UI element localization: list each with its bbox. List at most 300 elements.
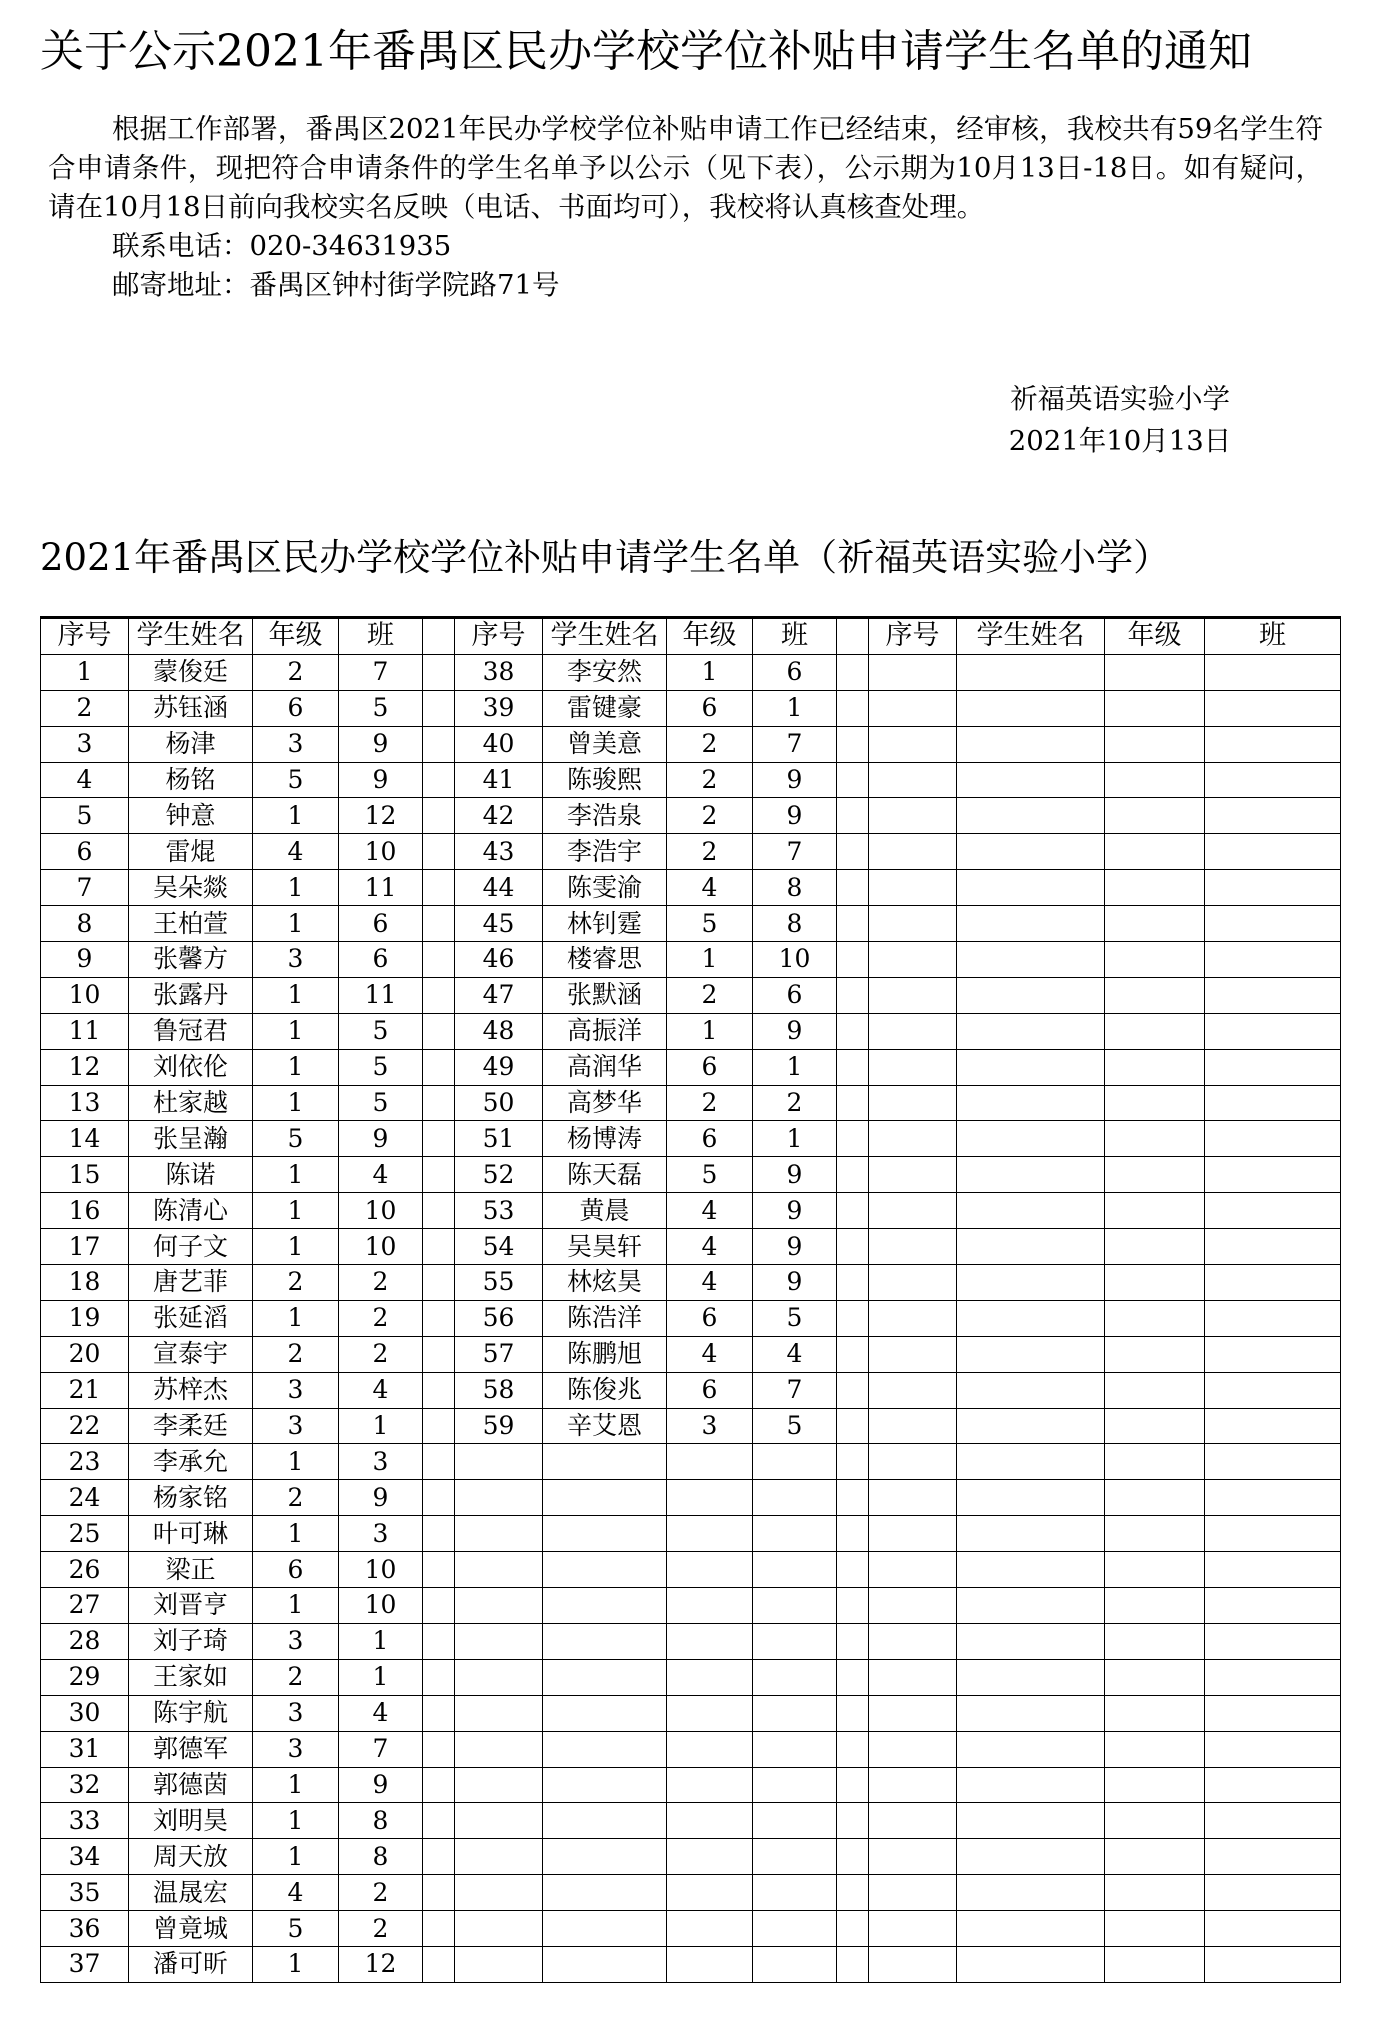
- cell-class: 4: [339, 1157, 423, 1193]
- school-name: 祈福英语实验小学: [1010, 383, 1230, 415]
- cell-no: [869, 798, 957, 834]
- cell-grade: 1: [253, 1946, 339, 1982]
- cell-no: 38: [455, 654, 543, 690]
- cell-grade: [667, 1946, 753, 1982]
- cell-no: [869, 1157, 957, 1193]
- cell-student-name: [957, 1229, 1105, 1265]
- cell-class: [1205, 1659, 1341, 1695]
- cell-grade: 1: [667, 654, 753, 690]
- spacer-cell: [423, 762, 455, 798]
- cell-student-name: 张延滔: [129, 1300, 253, 1336]
- spacer-cell: [837, 1911, 869, 1947]
- table-row: [41, 1516, 1341, 1552]
- cell-student-name: 林钊霆: [543, 906, 667, 942]
- spacer-cell: [837, 1839, 869, 1875]
- notice-body: [48, 110, 1323, 305]
- cell-no: [869, 1946, 957, 1982]
- table-row: [41, 1300, 1341, 1336]
- cell-student-name: 苏梓杰: [129, 1372, 253, 1408]
- cell-class: [753, 1480, 837, 1516]
- table-row: [41, 654, 1341, 690]
- cell-grade: 2: [667, 1085, 753, 1121]
- cell-no: 42: [455, 798, 543, 834]
- spacer-cell: [423, 1193, 455, 1229]
- cell-grade: 2: [253, 1659, 339, 1695]
- spacer-cell: [837, 1121, 869, 1157]
- cell-no: 3: [41, 726, 129, 762]
- cell-student-name: [957, 654, 1105, 690]
- table-row: [41, 1552, 1341, 1588]
- cell-class: 1: [339, 1659, 423, 1695]
- cell-student-name: 黄晨: [543, 1193, 667, 1229]
- table-row: [41, 1444, 1341, 1480]
- cell-grade: 1: [253, 1300, 339, 1336]
- cell-grade: 3: [253, 1695, 339, 1731]
- cell-student-name: 高梦华: [543, 1085, 667, 1121]
- table-row: [41, 834, 1341, 870]
- cell-no: 17: [41, 1229, 129, 1265]
- cell-class: 9: [339, 762, 423, 798]
- cell-grade: [1105, 1229, 1205, 1265]
- cell-student-name: [957, 1875, 1105, 1911]
- cell-student-name: 李安然: [543, 654, 667, 690]
- cell-student-name: 刘子琦: [129, 1623, 253, 1659]
- cell-no: [869, 1911, 957, 1947]
- spacer-cell: [423, 1013, 455, 1049]
- cell-student-name: 王家如: [129, 1659, 253, 1695]
- cell-no: [869, 1623, 957, 1659]
- cell-grade: 6: [253, 1552, 339, 1588]
- spacer-cell: [423, 906, 455, 942]
- cell-class: 6: [339, 942, 423, 978]
- cell-class: 1: [753, 690, 837, 726]
- spacer-cell: [423, 1767, 455, 1803]
- col-header-class: 班: [1205, 618, 1341, 655]
- cell-no: [869, 726, 957, 762]
- cell-grade: 4: [253, 1875, 339, 1911]
- cell-student-name: [543, 1588, 667, 1624]
- cell-no: [455, 1946, 543, 1982]
- cell-no: [869, 1695, 957, 1731]
- cell-class: 9: [753, 1193, 837, 1229]
- table-row: [41, 870, 1341, 906]
- table-row: [41, 1875, 1341, 1911]
- cell-student-name: [957, 798, 1105, 834]
- table-row: [41, 690, 1341, 726]
- cell-grade: [1105, 1623, 1205, 1659]
- cell-grade: 3: [667, 1408, 753, 1444]
- cell-student-name: [957, 1803, 1105, 1839]
- cell-student-name: 吴昊轩: [543, 1229, 667, 1265]
- cell-no: 46: [455, 942, 543, 978]
- col-header-no: 序号: [455, 618, 543, 655]
- table-row: [41, 1013, 1341, 1049]
- table-row: [41, 1336, 1341, 1372]
- cell-class: 2: [339, 1336, 423, 1372]
- cell-grade: 6: [667, 1300, 753, 1336]
- cell-no: [869, 1875, 957, 1911]
- cell-no: 58: [455, 1372, 543, 1408]
- spacer-cell: [837, 1516, 869, 1552]
- cell-grade: [667, 1516, 753, 1552]
- cell-student-name: [957, 1408, 1105, 1444]
- cell-grade: [1105, 1049, 1205, 1085]
- spacer-cell: [837, 618, 869, 655]
- cell-class: [1205, 1336, 1341, 1372]
- cell-student-name: 高振洋: [543, 1013, 667, 1049]
- spacer-cell: [837, 977, 869, 1013]
- cell-student-name: 李承允: [129, 1444, 253, 1480]
- table-row: [41, 1839, 1341, 1875]
- col-header-class: 班: [339, 618, 423, 655]
- cell-student-name: 梁正: [129, 1552, 253, 1588]
- cell-no: 23: [41, 1444, 129, 1480]
- cell-student-name: [543, 1552, 667, 1588]
- cell-grade: 1: [667, 1013, 753, 1049]
- cell-student-name: 周天放: [129, 1839, 253, 1875]
- cell-student-name: 刘明昊: [129, 1803, 253, 1839]
- cell-no: [869, 1121, 957, 1157]
- cell-no: [869, 1444, 957, 1480]
- cell-student-name: 雷键豪: [543, 690, 667, 726]
- cell-grade: [1105, 1085, 1205, 1121]
- cell-no: [869, 870, 957, 906]
- cell-no: 47: [455, 977, 543, 1013]
- cell-grade: [667, 1623, 753, 1659]
- cell-grade: [1105, 1659, 1205, 1695]
- notice-date: 2021年10月13日: [1008, 425, 1232, 457]
- cell-student-name: 郭德军: [129, 1731, 253, 1767]
- cell-student-name: [957, 1767, 1105, 1803]
- cell-no: [869, 1085, 957, 1121]
- cell-no: [869, 1408, 957, 1444]
- table-row: [41, 942, 1341, 978]
- spacer-cell: [837, 1444, 869, 1480]
- table-row: [41, 1408, 1341, 1444]
- spacer-cell: [423, 1695, 455, 1731]
- cell-no: 39: [455, 690, 543, 726]
- phone-line: [48, 227, 1323, 266]
- cell-grade: [1105, 1300, 1205, 1336]
- cell-no: 8: [41, 906, 129, 942]
- spacer-cell: [837, 798, 869, 834]
- cell-grade: 3: [253, 942, 339, 978]
- cell-grade: 1: [253, 1229, 339, 1265]
- cell-class: 12: [339, 1946, 423, 1982]
- cell-grade: 6: [253, 690, 339, 726]
- cell-class: 7: [339, 1731, 423, 1767]
- cell-student-name: [957, 1839, 1105, 1875]
- cell-student-name: [543, 1659, 667, 1695]
- cell-student-name: 杨津: [129, 726, 253, 762]
- cell-student-name: [957, 1659, 1105, 1695]
- table-header-row: [41, 618, 1341, 655]
- cell-class: 3: [339, 1516, 423, 1552]
- cell-class: 3: [339, 1444, 423, 1480]
- cell-class: 5: [753, 1300, 837, 1336]
- cell-grade: [667, 1803, 753, 1839]
- cell-grade: [1105, 1157, 1205, 1193]
- cell-student-name: 唐艺菲: [129, 1265, 253, 1301]
- spacer-cell: [837, 1193, 869, 1229]
- cell-grade: [1105, 1193, 1205, 1229]
- cell-student-name: 陈诺: [129, 1157, 253, 1193]
- spacer-cell: [837, 762, 869, 798]
- cell-student-name: 陈俊兆: [543, 1372, 667, 1408]
- cell-student-name: [957, 834, 1105, 870]
- col-header-name: 学生姓名: [957, 618, 1105, 655]
- col-header-grade: 年级: [667, 618, 753, 655]
- spacer-cell: [837, 654, 869, 690]
- cell-class: 11: [339, 977, 423, 1013]
- cell-class: [1205, 1408, 1341, 1444]
- spacer-cell: [423, 1300, 455, 1336]
- spacer-cell: [837, 1300, 869, 1336]
- cell-no: [455, 1623, 543, 1659]
- cell-student-name: 陈骏熙: [543, 762, 667, 798]
- spacer-cell: [423, 1731, 455, 1767]
- cell-grade: [1105, 942, 1205, 978]
- cell-grade: [1105, 1265, 1205, 1301]
- table-row: [41, 1480, 1341, 1516]
- cell-class: 2: [753, 1085, 837, 1121]
- cell-grade: [1105, 1408, 1205, 1444]
- cell-no: 51: [455, 1121, 543, 1157]
- spacer-cell: [423, 1157, 455, 1193]
- spacer-cell: [837, 1659, 869, 1695]
- cell-student-name: [957, 1049, 1105, 1085]
- cell-student-name: [957, 1157, 1105, 1193]
- cell-class: 6: [339, 906, 423, 942]
- cell-class: 8: [339, 1839, 423, 1875]
- cell-no: [869, 1049, 957, 1085]
- cell-grade: 3: [253, 726, 339, 762]
- spacer-cell: [423, 1085, 455, 1121]
- cell-student-name: 钟意: [129, 798, 253, 834]
- cell-student-name: [957, 726, 1105, 762]
- table-row: [41, 1911, 1341, 1947]
- cell-no: [455, 1803, 543, 1839]
- spacer-cell: [837, 1552, 869, 1588]
- cell-student-name: [543, 1839, 667, 1875]
- table-row: [41, 1731, 1341, 1767]
- cell-no: 16: [41, 1193, 129, 1229]
- cell-class: 7: [753, 834, 837, 870]
- cell-grade: 3: [253, 1623, 339, 1659]
- cell-student-name: 陈鹏旭: [543, 1336, 667, 1372]
- table-title: 2021年番禺区民办学校学位补贴申请学生名单（祈福英语实验小学）: [40, 536, 1171, 579]
- address-label: 邮寄地址：: [112, 269, 250, 301]
- cell-no: 21: [41, 1372, 129, 1408]
- spacer-cell: [423, 798, 455, 834]
- spacer-cell: [837, 1408, 869, 1444]
- cell-grade: [1105, 1839, 1205, 1875]
- cell-no: [455, 1875, 543, 1911]
- cell-student-name: 蒙俊廷: [129, 654, 253, 690]
- address-line: [48, 266, 1323, 305]
- cell-no: [869, 1803, 957, 1839]
- table-row: [41, 1803, 1341, 1839]
- cell-no: [869, 1480, 957, 1516]
- cell-class: [1205, 1049, 1341, 1085]
- table-row: [41, 1372, 1341, 1408]
- cell-class: 9: [339, 726, 423, 762]
- cell-no: 22: [41, 1408, 129, 1444]
- cell-class: 2: [339, 1265, 423, 1301]
- cell-class: 1: [753, 1049, 837, 1085]
- cell-no: 45: [455, 906, 543, 942]
- spacer-cell: [837, 1588, 869, 1624]
- table-row: [41, 762, 1341, 798]
- spacer-cell: [423, 1444, 455, 1480]
- cell-no: [455, 1659, 543, 1695]
- cell-class: [753, 1659, 837, 1695]
- spacer-cell: [423, 654, 455, 690]
- cell-class: [753, 1623, 837, 1659]
- cell-student-name: [957, 1516, 1105, 1552]
- spacer-cell: [837, 1767, 869, 1803]
- cell-grade: [667, 1911, 753, 1947]
- cell-class: 7: [753, 726, 837, 762]
- cell-grade: 3: [253, 1408, 339, 1444]
- cell-grade: 1: [253, 1085, 339, 1121]
- spacer-cell: [837, 1623, 869, 1659]
- table-row: [41, 1695, 1341, 1731]
- cell-grade: [1105, 1336, 1205, 1372]
- cell-class: [753, 1767, 837, 1803]
- cell-no: [455, 1731, 543, 1767]
- cell-grade: 1: [253, 1193, 339, 1229]
- cell-class: 9: [753, 1013, 837, 1049]
- cell-class: 9: [753, 1265, 837, 1301]
- cell-grade: [1105, 726, 1205, 762]
- cell-student-name: 张默涵: [543, 977, 667, 1013]
- cell-class: [1205, 654, 1341, 690]
- cell-no: 18: [41, 1265, 129, 1301]
- cell-no: 6: [41, 834, 129, 870]
- cell-grade: [667, 1659, 753, 1695]
- cell-class: 7: [339, 654, 423, 690]
- cell-class: 4: [753, 1336, 837, 1372]
- cell-class: 9: [339, 1767, 423, 1803]
- spacer-cell: [837, 1803, 869, 1839]
- cell-student-name: [957, 1193, 1105, 1229]
- spacer-cell: [423, 1121, 455, 1157]
- cell-student-name: [543, 1480, 667, 1516]
- cell-student-name: 陈宇航: [129, 1695, 253, 1731]
- cell-class: 5: [339, 690, 423, 726]
- cell-grade: 4: [667, 1336, 753, 1372]
- cell-grade: [1105, 1588, 1205, 1624]
- cell-class: 4: [339, 1372, 423, 1408]
- cell-class: [1205, 1516, 1341, 1552]
- cell-grade: 3: [253, 1731, 339, 1767]
- cell-no: [869, 977, 957, 1013]
- cell-class: 10: [339, 1588, 423, 1624]
- cell-grade: 1: [253, 1157, 339, 1193]
- spacer-cell: [423, 870, 455, 906]
- col-header-grade: 年级: [1105, 618, 1205, 655]
- cell-student-name: [543, 1731, 667, 1767]
- cell-grade: 4: [667, 1229, 753, 1265]
- cell-class: [1205, 1695, 1341, 1731]
- cell-grade: [1105, 1372, 1205, 1408]
- cell-class: 9: [753, 798, 837, 834]
- cell-class: [1205, 870, 1341, 906]
- cell-student-name: 李浩宇: [543, 834, 667, 870]
- cell-class: 10: [339, 1193, 423, 1229]
- cell-grade: [1105, 798, 1205, 834]
- notice-paragraph: 根据工作部署，番禺区2021年民办学校学位补贴申请工作已经结束，经审核，我校共有59名学生符合申请条件，现把符合申请条件的学生名单予以公示（见下表），公示期为10月13日-18日。如有疑问，请在10月18日前向我校实名反映（电话、书面均可），我校将认真核查处理。: [48, 113, 1323, 223]
- cell-student-name: [543, 1623, 667, 1659]
- cell-grade: 2: [253, 1336, 339, 1372]
- cell-no: 20: [41, 1336, 129, 1372]
- cell-grade: 5: [667, 1157, 753, 1193]
- cell-class: [1205, 1803, 1341, 1839]
- spacer-cell: [423, 834, 455, 870]
- cell-class: [1205, 1623, 1341, 1659]
- cell-grade: 6: [667, 690, 753, 726]
- cell-class: 7: [753, 1372, 837, 1408]
- cell-student-name: 郭德茵: [129, 1767, 253, 1803]
- cell-student-name: [957, 1480, 1105, 1516]
- cell-class: 2: [339, 1875, 423, 1911]
- spacer-cell: [837, 690, 869, 726]
- cell-student-name: [543, 1946, 667, 1982]
- cell-class: [1205, 1265, 1341, 1301]
- cell-student-name: [543, 1875, 667, 1911]
- cell-no: 32: [41, 1767, 129, 1803]
- table-row: [41, 1946, 1341, 1982]
- cell-class: 10: [339, 834, 423, 870]
- cell-grade: [667, 1444, 753, 1480]
- cell-student-name: 张馨方: [129, 942, 253, 978]
- cell-student-name: 宣泰宇: [129, 1336, 253, 1372]
- cell-grade: 2: [253, 654, 339, 690]
- cell-class: [1205, 1444, 1341, 1480]
- cell-no: [869, 1013, 957, 1049]
- spacer-cell: [837, 1229, 869, 1265]
- table-row: [41, 1659, 1341, 1695]
- cell-class: [753, 1803, 837, 1839]
- cell-no: 14: [41, 1121, 129, 1157]
- cell-class: 5: [339, 1085, 423, 1121]
- cell-student-name: [543, 1803, 667, 1839]
- cell-class: [1205, 1013, 1341, 1049]
- cell-student-name: [957, 1121, 1105, 1157]
- cell-student-name: [957, 1946, 1105, 1982]
- cell-student-name: [957, 1695, 1105, 1731]
- cell-student-name: [957, 1588, 1105, 1624]
- col-header-no: 序号: [41, 618, 129, 655]
- spacer-cell: [423, 1588, 455, 1624]
- cell-student-name: [543, 1911, 667, 1947]
- cell-grade: 2: [667, 834, 753, 870]
- cell-no: [455, 1911, 543, 1947]
- cell-student-name: 曾竟城: [129, 1911, 253, 1947]
- cell-class: [1205, 1157, 1341, 1193]
- table-row: [41, 1229, 1341, 1265]
- cell-class: 1: [753, 1121, 837, 1157]
- cell-no: 55: [455, 1265, 543, 1301]
- cell-class: [1205, 1085, 1341, 1121]
- spacer-cell: [837, 1731, 869, 1767]
- cell-student-name: [957, 1013, 1105, 1049]
- cell-no: 5: [41, 798, 129, 834]
- cell-grade: [1105, 1767, 1205, 1803]
- cell-grade: 1: [253, 1839, 339, 1875]
- cell-grade: [667, 1588, 753, 1624]
